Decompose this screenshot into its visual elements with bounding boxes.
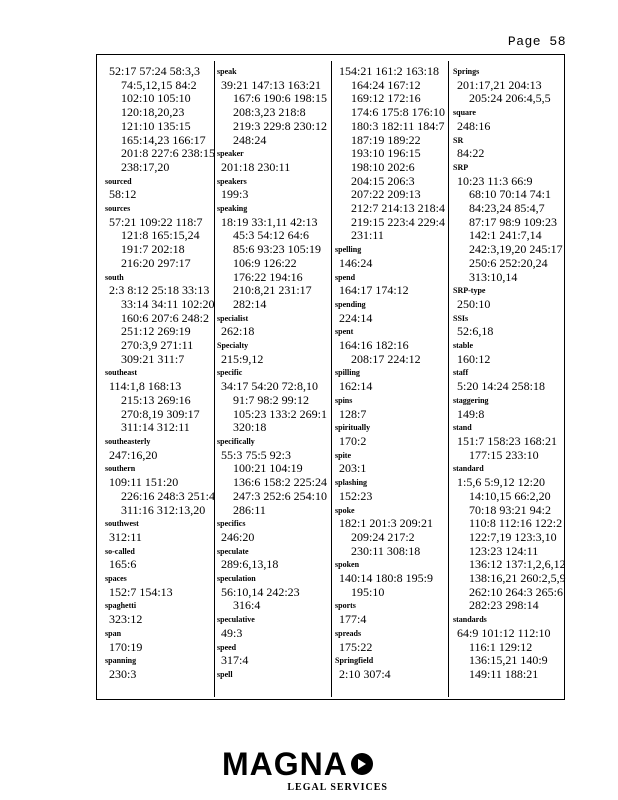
page-reference-line: 84:22 [457, 146, 485, 161]
page-reference-line: 14:10,15 66:2,20 [469, 488, 551, 503]
continuation-line: 231:11 [351, 228, 384, 243]
index-term: speaker [217, 149, 244, 159]
page-reference-line: 215:13 269:16 [121, 392, 191, 407]
page-reference-line: 248:24 [233, 132, 267, 147]
page-reference-line: 39:21 147:13 163:21 [221, 77, 322, 92]
magna-logo [222, 748, 402, 794]
index-term: spoken [335, 560, 360, 570]
index-term: Springs [453, 67, 480, 76]
index-term: spite [335, 450, 351, 460]
index-term: spell [217, 669, 233, 679]
page-reference-line: 262:18 [221, 324, 255, 339]
page-reference-line: 215:9,12 [221, 351, 264, 366]
page-reference-line: 311:16 312:13,20 [121, 502, 206, 517]
page-reference-line: 286:11 [233, 502, 266, 517]
page-reference-line: 10:23 11:3 66:9 [457, 173, 533, 188]
continuation-line: 174:6 175:8 176:10 [351, 105, 446, 120]
index-term: spend [335, 272, 356, 282]
logo-subtitle: LEGAL SERVICES [287, 782, 388, 793]
page-reference-line: 114:1,8 168:13 [109, 379, 182, 394]
page-reference-line: 199:3 [221, 187, 249, 202]
page-reference-line: 247:16,20 [109, 447, 158, 462]
arrow-circle-icon [351, 753, 373, 775]
continuation-line: 198:10 202:6 [351, 159, 415, 174]
page-reference-line: 246:20 [221, 529, 255, 544]
index-term: spending [335, 299, 366, 309]
index-term: sports [335, 601, 356, 611]
page-reference-line: 110:8 112:16 122:2 [469, 516, 563, 531]
index-term: stand [453, 423, 472, 433]
page-reference-line: 323:12 [109, 612, 143, 627]
page-reference-line: 242:3,19,20 245:17 [469, 242, 563, 257]
page-reference-line: 2:10 307:4 [339, 666, 391, 681]
continuation-line: 201:8 227:6 238:15 [121, 146, 216, 161]
continuation-line: 120:18,20,23 [121, 105, 185, 120]
index-term: standard [453, 464, 484, 474]
page-reference-line: 208:17 224:12 [351, 351, 421, 366]
page-reference-line: 116:1 129:12 [469, 639, 533, 654]
index-term: speak [217, 67, 237, 76]
page-reference-line: 57:21 109:22 118:7 [109, 214, 203, 229]
page-reference-line: 313:10,14 [469, 269, 518, 284]
page-reference-line: 33:14 34:11 102:20 [121, 296, 215, 311]
continuation-line: 212:7 214:13 218:4 [351, 201, 446, 216]
page-reference-line: 160:6 207:6 248:2 [121, 310, 210, 325]
page-reference-line: 152:7 154:13 [109, 584, 173, 599]
continuation-line: 207:22 209:13 [351, 187, 421, 202]
index-term: spilling [335, 368, 360, 378]
page-reference-line: 250:6 252:20,24 [469, 255, 548, 270]
page-reference-line: 123:23 124:11 [469, 543, 539, 558]
page-reference-line: 128:7 [339, 406, 367, 421]
continuation-line: 74:5,12,15 84:2 [121, 77, 197, 92]
page-reference-line: 56:10,14 242:23 [221, 584, 300, 599]
page-reference-line: 205:24 206:4,5,5 [469, 91, 551, 106]
page-reference-line: 52:6,18 [457, 324, 494, 339]
page-reference-line: 45:3 54:12 64:6 [233, 228, 310, 243]
index-term: spreads [335, 628, 362, 638]
index-term: SRP-type [453, 286, 486, 296]
page-reference-line: 164:17 174:12 [339, 283, 409, 298]
continuation-line: 169:12 172:16 [351, 91, 421, 106]
page-reference-line: 68:10 70:14 74:1 [469, 187, 552, 202]
page-reference-line: 177:15 233:10 [469, 447, 539, 462]
page-reference-line: 18:19 33:1,11 42:13 [221, 214, 318, 229]
index-column-2 [217, 65, 331, 682]
index-term: south [105, 272, 124, 282]
page-reference-line: 121:8 165:15,24 [121, 228, 200, 243]
continuation-line: 121:10 135:15 [121, 118, 191, 133]
index-term: standards [453, 615, 487, 625]
page-reference-line: 226:16 248:3 251:4 [121, 488, 216, 503]
page-reference-line: 248:16 [457, 118, 491, 133]
page-reference-line: 282:14 [233, 296, 267, 311]
index-term: specialist [217, 313, 249, 323]
page-reference-line: 84:23,24 85:4,7 [469, 201, 545, 216]
page-reference-line: 177:4 [339, 612, 367, 627]
index-term: spanning [105, 656, 137, 666]
page-reference-line: 311:14 312:11 [121, 420, 190, 435]
page-reference-line: 170:19 [109, 639, 143, 654]
index-term: square [453, 108, 476, 118]
page-reference-line: 208:3,23 218:8 [233, 105, 306, 120]
index-column-3 [335, 65, 449, 682]
page-reference-line: 203:1 [339, 461, 367, 476]
page-reference-line: 122:7,19 123:3,10 [469, 529, 557, 544]
index-term: staggering [453, 395, 489, 405]
page-reference-line: 167:6 190:6 198:15 [233, 91, 328, 106]
page-reference-line: 5:20 14:24 258:18 [457, 379, 546, 394]
page-reference-line: 140:14 180:8 195:9 [339, 571, 434, 586]
page-reference-line: 64:9 101:12 112:10 [457, 625, 551, 640]
page-reference-line: 262:10 264:3 265:6 [469, 584, 564, 599]
page-reference-line: 149:8 [457, 406, 485, 421]
index-term: speculation [217, 574, 256, 584]
page-reference-line: 230:3 [109, 666, 137, 681]
page-reference-line: 87:17 98:9 109:23 [469, 214, 558, 229]
page-reference-line: 136:15,21 140:9 [469, 653, 548, 668]
index-term: spiritually [335, 423, 371, 433]
index-term: speed [217, 642, 237, 652]
page-reference-line: 201:18 230:11 [221, 159, 291, 174]
index-term: sourced [105, 176, 132, 186]
page-reference-line: 270:8,19 309:17 [121, 406, 200, 421]
index-term: specifically [217, 436, 255, 446]
continuation-line: 165:14,23 166:17 [121, 132, 206, 147]
page-reference-line: 309:21 311:7 [121, 351, 185, 366]
page-reference-line: 162:14 [339, 379, 373, 394]
page-reference-line: 138:16,21 260:2,5,9 [469, 571, 566, 586]
continuation-line: 238:17,20 [121, 159, 170, 174]
page-reference-line: 316:4 [233, 598, 261, 613]
page-reference-line: 216:20 297:17 [121, 255, 191, 270]
page-reference-line: 152:23 [339, 488, 373, 503]
page-reference-line: 289:6,13,18 [221, 557, 279, 572]
page-reference-line: 250:10 [457, 296, 491, 311]
continuation-line: 187:19 189:22 [351, 132, 421, 147]
continuation-line: 219:15 223:4 229:4 [351, 214, 446, 229]
page-reference-line: 136:12 137:1,2,6,12 [469, 557, 566, 572]
page-reference-line: 320:18 [233, 420, 267, 435]
index-term: speculative [217, 615, 255, 625]
page-reference-line: 58:12 [109, 187, 137, 202]
page-reference-line: 209:24 217:2 [351, 529, 415, 544]
index-term: staff [453, 368, 469, 378]
index-term: so-called [105, 546, 135, 556]
index-term: speaking [217, 204, 248, 214]
continuation-line: 52:17 57:24 58:3,3 [109, 65, 201, 78]
page-reference-line: 106:9 126:22 [233, 255, 297, 270]
index-term: spaces [105, 574, 127, 584]
page-reference-line: 1:5,6 5:9,12 12:20 [457, 475, 546, 490]
page-reference-line: 160:12 [457, 351, 491, 366]
index-term: spent [335, 327, 354, 337]
index-term: southeast [105, 368, 138, 378]
index-term: sources [105, 204, 131, 214]
index-term: stable [453, 341, 473, 351]
continuation-line: 102:10 105:10 [121, 91, 191, 106]
page-reference-line: 175:22 [339, 639, 373, 654]
index-column-4 [453, 65, 567, 682]
index-term: southwest [105, 519, 139, 529]
page-reference-line: 176:22 194:16 [233, 269, 303, 284]
page-reference-line: 170:2 [339, 433, 367, 448]
page-reference-line: 136:6 158:2 225:24 [233, 475, 328, 490]
page-reference-line: 164:16 182:16 [339, 338, 409, 353]
page-reference-line: 251:12 269:19 [121, 324, 191, 339]
index-term: Specialty [217, 341, 249, 351]
index-term: Springfield [335, 656, 374, 666]
continuation-line: 204:15 206:3 [351, 173, 415, 188]
continuation-line: 193:10 196:15 [351, 146, 421, 161]
page-reference-line: 146:24 [339, 255, 373, 270]
page-reference-line: 230:11 308:18 [351, 543, 421, 558]
page-reference-line: 219:3 229:8 230:12 [233, 118, 328, 133]
page-reference-line: 2:3 8:12 25:18 33:13 [109, 283, 210, 298]
page-reference-line: 270:3,9 271:11 [121, 338, 194, 353]
page-reference-line: 151:7 158:23 168:21 [457, 433, 558, 448]
page-reference-line: 165:6 [109, 557, 137, 572]
continuation-line: 180:3 182:11 184:7 [351, 118, 445, 133]
index-term: specific [217, 368, 243, 378]
page-reference-line: 201:17,21 204:13 [457, 77, 542, 92]
page-reference-line: 282:23 298:14 [469, 598, 539, 613]
page-reference-line: 49:3 [221, 625, 243, 640]
index-term: speakers [217, 176, 247, 186]
logo-wordmark: MAGNA [222, 746, 348, 782]
page-reference-line: 317:4 [221, 653, 249, 668]
index-term: SR [453, 135, 464, 145]
index-term: SSIs [453, 313, 469, 323]
page-reference-line: 34:17 54:20 72:8,10 [221, 379, 319, 394]
index-term: span [105, 628, 122, 638]
page-reference-line: 109:11 151:20 [109, 475, 179, 490]
page-reference-line: 70:18 93:21 94:2 [469, 502, 552, 517]
index-column-1 [105, 65, 219, 682]
page-number: Page 58 [507, 34, 566, 49]
index-term: southern [105, 464, 136, 474]
page-reference-line: 247:3 252:6 254:10 [233, 488, 328, 503]
page-reference-line: 195:10 [351, 584, 385, 599]
index-term: spelling [335, 245, 362, 255]
continuation-line: 154:21 161:2 163:18 [339, 65, 440, 78]
page-reference-line: 91:7 98:2 99:12 [233, 392, 310, 407]
index-term: specifics [217, 519, 246, 529]
continuation-line: 164:24 167:12 [351, 77, 421, 92]
page-reference-line: 149:11 188:21 [469, 666, 539, 681]
index-term: spins [335, 395, 353, 405]
index-term: speculate [217, 546, 249, 556]
index-term: splashing [335, 478, 368, 488]
index-frame [96, 54, 565, 700]
page-reference-line: 55:3 75:5 92:3 [221, 447, 292, 462]
index-term: spoke [335, 505, 355, 515]
page-reference-line: 100:21 104:19 [233, 461, 303, 476]
index-term: southeasterly [105, 436, 151, 446]
page-reference-line: 210:8,21 231:17 [233, 283, 312, 298]
page-reference-line: 191:7 202:18 [121, 242, 185, 257]
page-reference-line: 142:1 241:7,14 [469, 228, 542, 243]
page-reference-line: 224:14 [339, 310, 373, 325]
page-reference-line: 182:1 201:3 209:21 [339, 516, 434, 531]
page-reference-line: 105:23 133:2 269:1 [233, 406, 328, 421]
index-term: spaghetti [105, 601, 137, 611]
page-reference-line: 85:6 93:23 105:19 [233, 242, 322, 257]
column-divider [331, 61, 332, 697]
index-term: SRP [453, 162, 469, 172]
page-reference-line: 312:11 [109, 529, 142, 544]
